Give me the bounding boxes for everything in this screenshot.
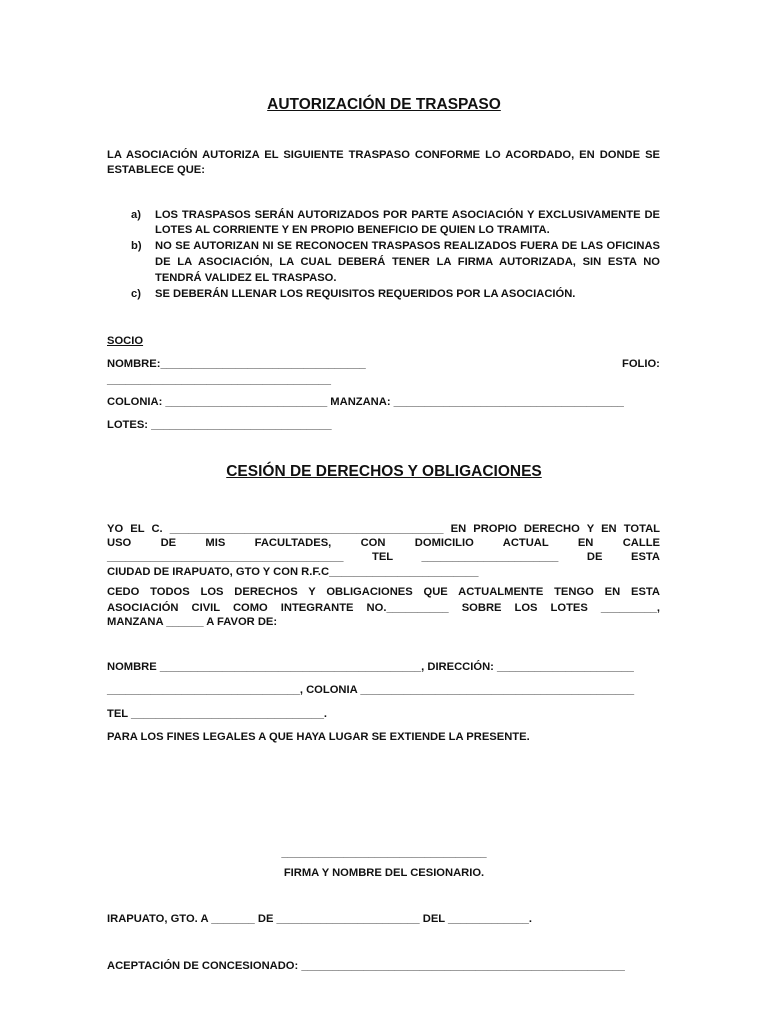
intro-line-2: ESTABLECE QUE: <box>107 164 205 176</box>
rule-a-line-1: LOS TRASPASOS SERÁN AUTORIZADOS POR PARTE ASOCIACIÓN Y EXCLUSIVAMENTE DE <box>155 209 660 221</box>
socio-heading: SOCIO <box>107 335 144 347</box>
firma-line: _________________________________ <box>281 847 487 859</box>
cesion-p2-line-1: CEDO TODOS LOS DERECHOS Y OBLIGACIONES QUE ACTUALMENTE TENGO EN ESTA <box>107 586 660 598</box>
rule-c-line-1: SE DEBERÁN LLENAR LOS REQUISITOS REQUERIDOS POR LA ASOCIACIÓN. <box>155 288 576 300</box>
socio-nombre-field: NOMBRE:_________________________________ <box>107 358 366 370</box>
rule-b-line-1: NO SE AUTORIZAN NI SE RECONOCEN TRASPASOS REALIZADOS FUERA DE LAS OFICINAS <box>155 240 660 252</box>
cesion-nombre-direccion-field: NOMBRE __________________________________________, DIRECCIÓN: ______________________ <box>107 661 634 673</box>
fecha-field: IRAPUATO, GTO. A _______ DE _______________________ DEL _____________. <box>107 913 533 925</box>
rule-a-line-2: LOTES AL CORRIENTE Y EN PROPIO BENEFICIO DE QUIEN LO TRAMITA. <box>155 224 550 236</box>
cesion-p2-line-3: MANZANA ______ A FAVOR DE: <box>107 616 278 628</box>
cesion-p1-line-3: ______________________________________ TEL ______________________ DE ESTA <box>107 551 660 563</box>
cesion-title: CESIÓN DE DERECHOS Y OBLIGACIONES <box>226 463 542 480</box>
cesion-p2-line-2: ASOCIACIÓN CIVIL COMO INTEGRANTE NO.__________ SOBRE LOS LOTES _________, <box>107 602 660 614</box>
firma-label: FIRMA Y NOMBRE DEL CESIONARIO. <box>283 867 485 879</box>
socio-folio-label: FOLIO: <box>622 358 660 370</box>
cesion-fines-text: PARA LOS FINES LEGALES A QUE HAYA LUGAR SE EXTIENDE LA PRESENTE. <box>107 731 530 743</box>
rule-c-marker: c) <box>131 288 141 300</box>
document-title: AUTORIZACIÓN DE TRASPASO <box>267 96 501 113</box>
socio-folio-line: ____________________________________ <box>107 374 331 386</box>
aceptacion-field: ACEPTACIÓN DE CONCESIONADO: ____________________________________________________ <box>107 960 625 972</box>
socio-lotes-field: LOTES: _____________________________ <box>107 419 332 431</box>
rule-b-line-2: DE LA ASOCIACIÓN, LA CUAL DEBERÁ TENER LA FIRMA AUTORIZADA, SIN ESTA NO <box>155 256 660 268</box>
cesion-p1-line-4: CIUDAD DE IRAPUATO, GTO Y CON R.F.C________________________ <box>107 566 479 578</box>
rule-b-line-3: TENDRÁ VALIDEZ EL TRASPASO. <box>155 272 337 284</box>
cesion-colonia-field: _______________________________, COLONIA ____________________________________________ <box>107 684 635 696</box>
intro-line-1: LA ASOCIACIÓN AUTORIZA EL SIGUIENTE TRASPASO CONFORME LO ACORDADO, EN DONDE SE <box>107 149 660 161</box>
rule-a-marker: a) <box>131 209 141 221</box>
socio-colonia-manzana-field: COLONIA: __________________________ MANZANA: _____________________________________ <box>107 396 624 408</box>
cesion-p1-line-1: YO EL C. ____________________________________________ EN PROPIO DERECHO Y EN TOTAL <box>107 523 660 535</box>
cesion-tel-field: TEL _______________________________. <box>107 708 328 720</box>
cesion-p1-line-2: USO DE MIS FACULTADES, CON DOMICILIO ACTUAL EN CALLE <box>107 537 660 549</box>
rule-b-marker: b) <box>131 240 142 252</box>
